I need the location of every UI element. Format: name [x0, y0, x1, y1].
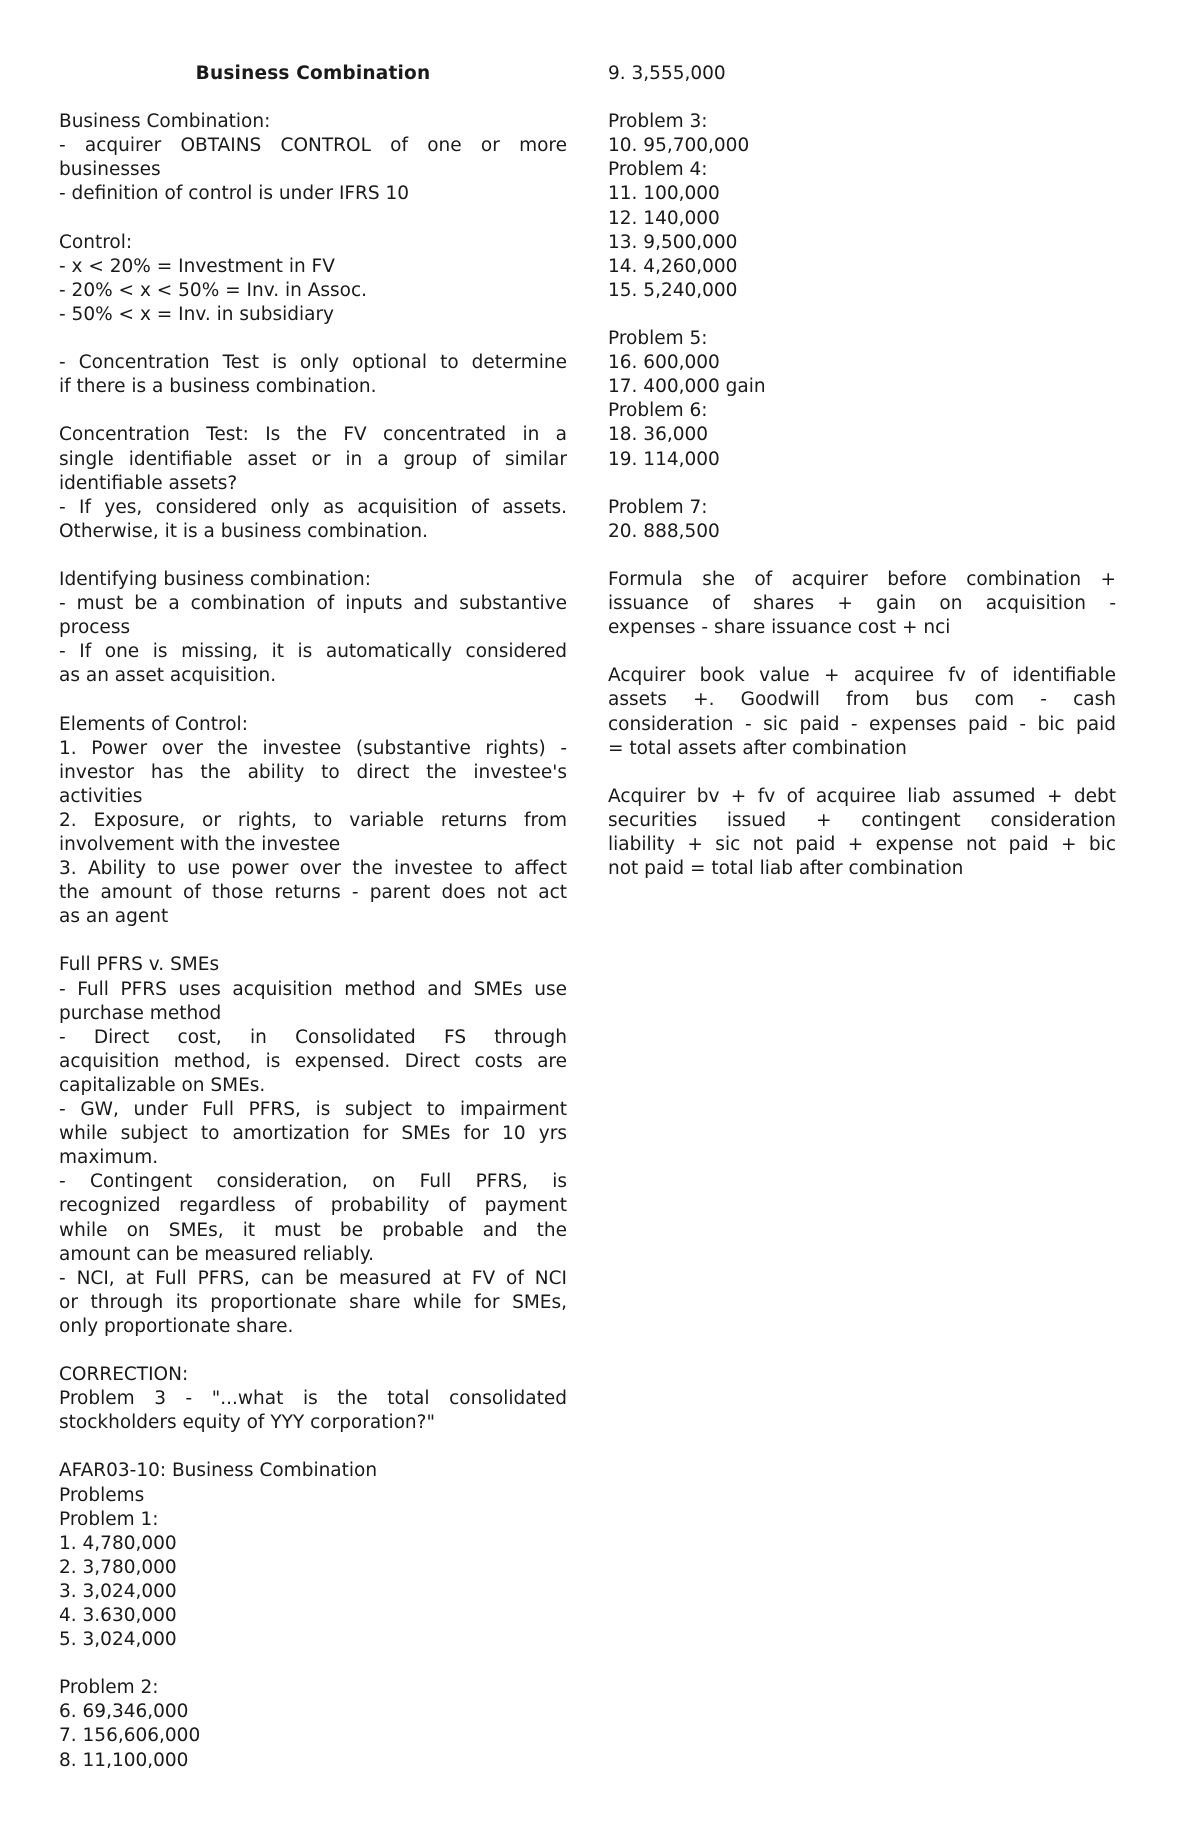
document-title: Business Combination [195, 63, 431, 84]
spacer [59, 688, 567, 712]
text-line: 10. 95,700,000 [608, 135, 750, 157]
text-line: 3. 3,024,000 [59, 1580, 177, 1602]
text-line: Problem 6: [608, 400, 708, 422]
text-line: Problem 3: [608, 111, 708, 133]
text-line: Acquirer book value + acquiree fv of identifiable [608, 665, 1116, 687]
text-line: 7. 156,606,000 [59, 1725, 201, 1747]
text-line: Problem 5: [608, 328, 708, 350]
text-line: issuance of shares + gain on acquisition - [608, 593, 1116, 615]
text-line: businesses [59, 159, 161, 181]
text-line: - 50% < x = Inv. in subsidiary [59, 303, 335, 325]
text-line: maximum. [59, 1147, 159, 1169]
spacer [59, 327, 567, 351]
text-line: = total assets after combination [608, 737, 907, 759]
text-line: Business Combination: [59, 111, 271, 133]
text-line: recognized regardless of probability of payment [59, 1195, 567, 1217]
text-line: 3. Ability to use power over the investee to affect [59, 858, 567, 880]
spacer [608, 640, 1116, 664]
spacer [59, 1435, 567, 1459]
text-line: - must be a combination of inputs and substantive [59, 593, 567, 615]
text-line: Formula she of acquirer before combination + [608, 568, 1116, 590]
text-line: as an asset acquisition. [59, 665, 277, 687]
spacer [608, 303, 1116, 327]
text-line: - acquirer OBTAINS CONTROL of one or more [59, 135, 567, 157]
text-line: 4. 3.630,000 [59, 1605, 177, 1626]
text-line: 5. 3,024,000 [59, 1629, 177, 1651]
text-line: Concentration Test: Is the FV concentrated in a [59, 424, 567, 446]
text-line: while subject to amortization for SMEs for 10 yrs [59, 1123, 567, 1145]
right-column [608, 62, 1116, 881]
text-line: 9. 3,555,000 [608, 63, 726, 84]
text-line: single identifiable asset or in a group of similar [59, 448, 567, 470]
text-line: only proportionate share. [59, 1315, 294, 1337]
text-line: process [59, 617, 131, 639]
text-line: - x < 20% = Investment in FV [59, 255, 335, 277]
text-line: 19. 114,000 [608, 448, 720, 470]
text-line: 18. 36,000 [608, 424, 709, 446]
text-line: Problem 4: [608, 159, 708, 181]
text-line: 17. 400,000 gain [608, 376, 766, 398]
text-line: expenses - share issuance cost + nci [608, 617, 951, 639]
left-column [59, 62, 567, 1773]
text-line: Otherwise, it is a business combination. [59, 520, 429, 542]
text-line: Problem 1: [59, 1508, 159, 1530]
text-line: Problem 3 - "...what is the total consolidated [59, 1388, 567, 1410]
text-line: Full PFRS v. SMEs [59, 954, 220, 976]
text-line: acquisition method, is expensed. Direct costs are [59, 1050, 567, 1072]
text-line: while on SMEs, it must be probable and the [59, 1219, 567, 1241]
text-line: identifiable assets? [59, 472, 238, 494]
text-line: - Direct cost, in Consolidated FS through [59, 1026, 567, 1048]
text-line: activities [59, 785, 143, 807]
text-line: 8. 11,100,000 [59, 1749, 189, 1771]
text-line: Problem 2: [59, 1677, 159, 1699]
text-line: - If yes, considered only as acquisition of assets. [59, 496, 567, 518]
text-line: CORRECTION: [59, 1364, 189, 1386]
text-line: AFAR03-10: Business Combination [59, 1460, 378, 1482]
text-line: - Concentration Test is only optional to determine [59, 352, 567, 374]
text-line: the amount of those returns - parent does not act [59, 882, 567, 904]
text-line: 13. 9,500,000 [608, 231, 738, 253]
spacer [608, 761, 1116, 785]
text-line: 20. 888,500 [608, 520, 720, 542]
text-line: - If one is missing, it is automatically considered [59, 641, 567, 663]
spacer [608, 472, 1116, 496]
text-line: involvement with the investee [59, 834, 341, 855]
text-line: - definition of control is under IFRS 10 [59, 183, 410, 205]
text-line: 16. 600,000 [608, 352, 720, 374]
text-line: Acquirer bv + fv of acquiree liab assumed + debt [608, 785, 1116, 807]
text-line: 6. 69,346,000 [59, 1701, 189, 1723]
text-line: Identifying business combination: [59, 568, 371, 590]
text-line: not paid = total liab after combination [608, 858, 964, 880]
text-line: 1. 4,780,000 [59, 1532, 177, 1554]
text-line: - 20% < x < 50% = Inv. in Assoc. [59, 279, 368, 301]
spacer [59, 399, 567, 423]
text-line: Control: [59, 231, 133, 253]
text-line: - GW, under Full PFRS, is subject to impairment [59, 1099, 567, 1121]
text-line: capitalizable on SMEs. [59, 1074, 266, 1096]
spacer [608, 544, 1116, 568]
text-line: Problems [59, 1484, 145, 1506]
text-line: stockholders equity of YYY corporation?" [59, 1412, 435, 1434]
text-line: securities issued + contingent consideration [608, 809, 1116, 831]
text-line: assets +. Goodwill from bus com - cash [608, 689, 1116, 711]
text-line: - Full PFRS uses acquisition method and SMEs use [59, 978, 567, 1000]
text-line: as an agent [59, 906, 169, 928]
spacer [59, 207, 567, 231]
text-line: 12. 140,000 [608, 207, 720, 229]
text-line: consideration - sic paid - expenses paid - bic paid [608, 713, 1116, 735]
spacer [59, 1652, 567, 1676]
text-line: if there is a business combination. [59, 376, 377, 398]
spacer [59, 86, 567, 110]
text-line: - Contingent consideration, on Full PFRS, is [59, 1171, 567, 1193]
spacer [59, 929, 567, 953]
text-line: 1. Power over the investee (substantive rights) - [59, 737, 567, 759]
text-line: investor has the ability to direct the investee's [59, 761, 567, 783]
text-line: 2. 3,780,000 [59, 1556, 177, 1578]
text-line: purchase method [59, 1002, 222, 1024]
text-line: 15. 5,240,000 [608, 279, 738, 301]
text-line: Elements of Control: [59, 713, 248, 735]
text-line: or through its proportionate share while for SMEs, [59, 1291, 567, 1313]
spacer [608, 86, 1116, 110]
text-line: Problem 7: [608, 496, 708, 518]
text-line: - NCI, at Full PFRS, can be measured at FV of NCI [59, 1267, 567, 1289]
text-line: 11. 100,000 [608, 183, 720, 205]
text-line: amount can be measured reliably. [59, 1243, 374, 1265]
text-line: 14. 4,260,000 [608, 255, 738, 277]
text-line: liability + sic not paid + expense not paid + bic [608, 834, 1116, 855]
spacer [59, 1339, 567, 1363]
text-line: 2. Exposure, or rights, to variable returns from [59, 809, 567, 831]
spacer [59, 544, 567, 568]
